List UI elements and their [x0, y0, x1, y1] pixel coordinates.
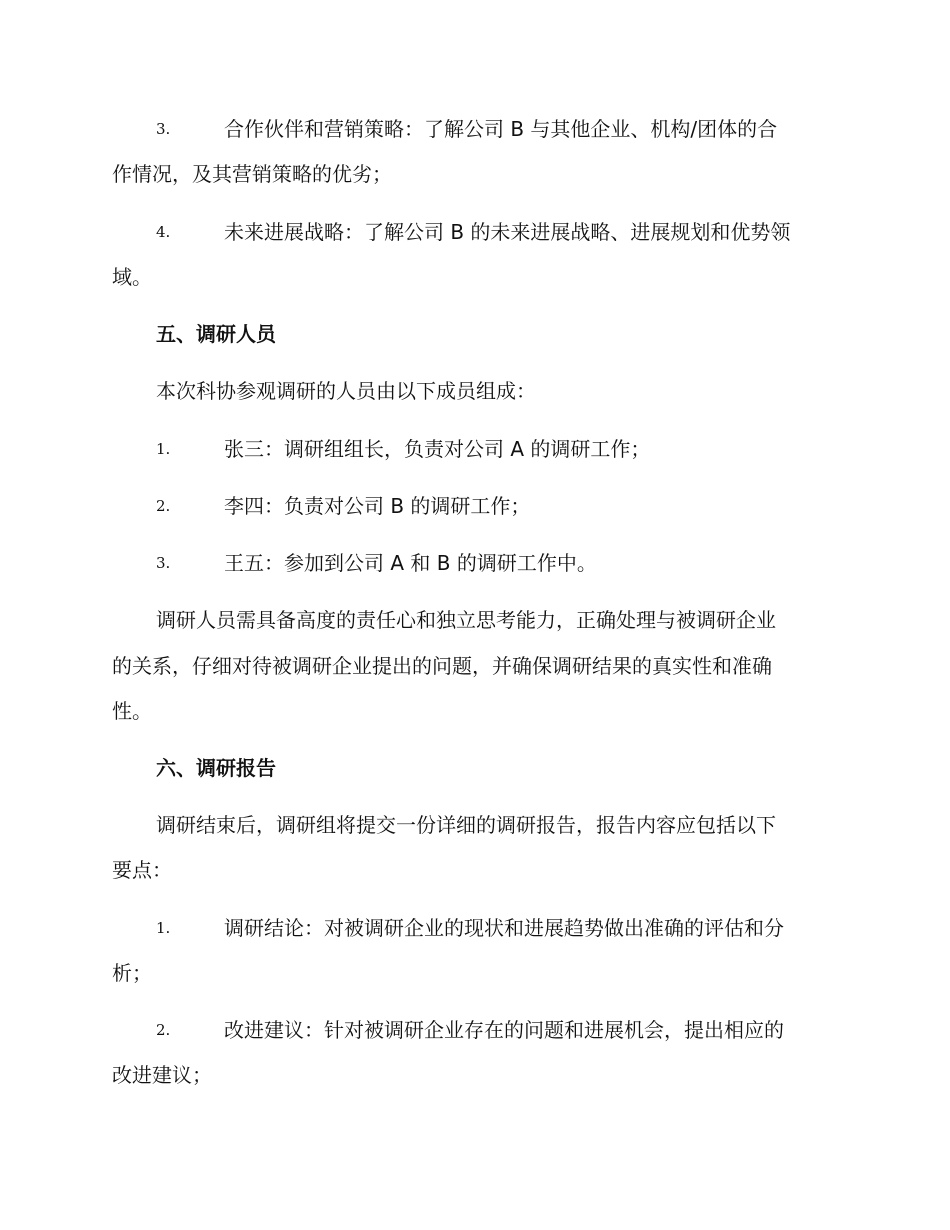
list-item-text-continued: 改进建议； — [112, 1063, 212, 1087]
list-item-number: 3. — [156, 120, 171, 138]
paragraph-line: 性。 — [112, 699, 152, 723]
paragraph-line: 的关系，仔细对待被调研企业提出的问题，并确保调研结果的真实性和准确 — [112, 654, 772, 678]
section-heading: 五、调研人员 — [156, 322, 276, 346]
section-heading: 六、调研报告 — [156, 756, 276, 780]
list-item-text: 未来进展战略：了解公司 B 的未来进展战略、进展规划和优势领 — [224, 220, 791, 244]
paragraph-line: 调研人员需具备高度的责任心和独立思考能力，正确处理与被调研企业 — [156, 608, 776, 632]
list-item-text-continued: 作情况，及其营销策略的优劣； — [112, 162, 392, 186]
list-item-number: 1. — [156, 440, 171, 458]
list-item-text: 王五：参加到公司 A 和 B 的调研工作中。 — [224, 551, 597, 575]
list-item-number: 1. — [156, 919, 171, 937]
list-item-text: 李四：负责对公司 B 的调研工作； — [224, 494, 531, 518]
list-item-text: 改进建议：针对被调研企业存在的问题和进展机会，提出相应的 — [224, 1018, 784, 1042]
list-item-text-continued: 析； — [112, 961, 152, 985]
list-item-number: 2. — [156, 1021, 171, 1039]
paragraph-line: 调研结束后，调研组将提交一份详细的调研报告，报告内容应包括以下 — [156, 813, 776, 837]
list-item-text: 合作伙伴和营销策略：了解公司 B 与其他企业、机构/团体的合 — [224, 117, 778, 141]
list-item-number: 3. — [156, 554, 171, 572]
list-item-number: 2. — [156, 497, 171, 515]
list-item-text: 张三：调研组组长，负责对公司 A 的调研工作； — [224, 437, 651, 461]
list-item-text-continued: 域。 — [112, 265, 152, 289]
list-item-text: 调研结论：对被调研企业的现状和进展趋势做出准确的评估和分 — [224, 916, 784, 940]
section-intro: 本次科协参观调研的人员由以下成员组成： — [156, 379, 536, 403]
list-item-number: 4. — [156, 223, 171, 241]
paragraph-line: 要点： — [112, 858, 172, 882]
